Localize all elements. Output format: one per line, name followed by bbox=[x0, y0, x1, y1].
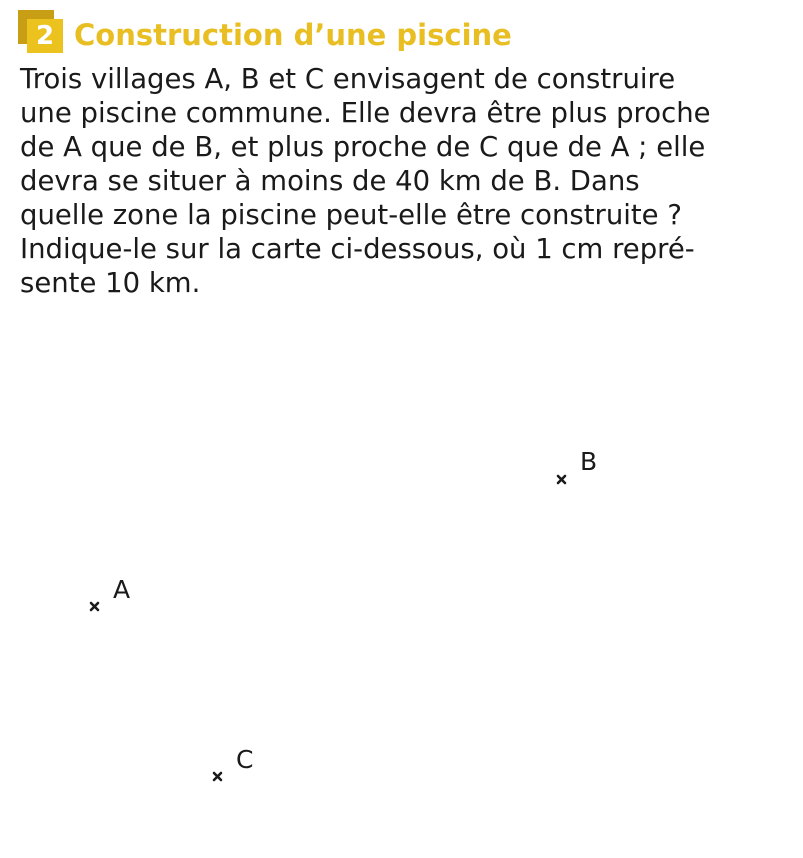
statement-line: sente 10 km. bbox=[20, 267, 201, 299]
statement-line: devra se situer à moins de 40 km de B. Dans bbox=[20, 165, 640, 197]
statement-line: Trois villages A, B et C envisagent de construire bbox=[20, 63, 676, 95]
exercise-number: 2 bbox=[27, 19, 63, 53]
statement-line: quelle zone la piscine peut-elle être construite ? bbox=[20, 199, 682, 231]
village-a-cross-icon bbox=[91, 603, 98, 610]
village-b bbox=[558, 447, 597, 483]
exercise-number-badge bbox=[18, 10, 64, 54]
statement-line: de A que de B, et plus proche de C que de A ; elle bbox=[20, 131, 706, 163]
exercise-statement bbox=[20, 62, 795, 300]
exercise-header bbox=[18, 10, 512, 54]
village-a bbox=[91, 575, 130, 610]
village-map bbox=[0, 330, 803, 858]
statement-line: une piscine commune. Elle devra être plus proche bbox=[20, 97, 711, 129]
exercise-title: Construction d’une piscine bbox=[74, 18, 512, 52]
village-c-cross-icon bbox=[214, 773, 221, 780]
village-b-cross-icon bbox=[558, 476, 565, 483]
statement-line: Indique-le sur la carte ci-dessous, où 1 cm repré- bbox=[20, 233, 695, 265]
village-b-label: B bbox=[580, 447, 598, 476]
village-c-label: C bbox=[236, 745, 254, 774]
village-c bbox=[214, 745, 253, 780]
village-a-label: A bbox=[113, 575, 131, 604]
